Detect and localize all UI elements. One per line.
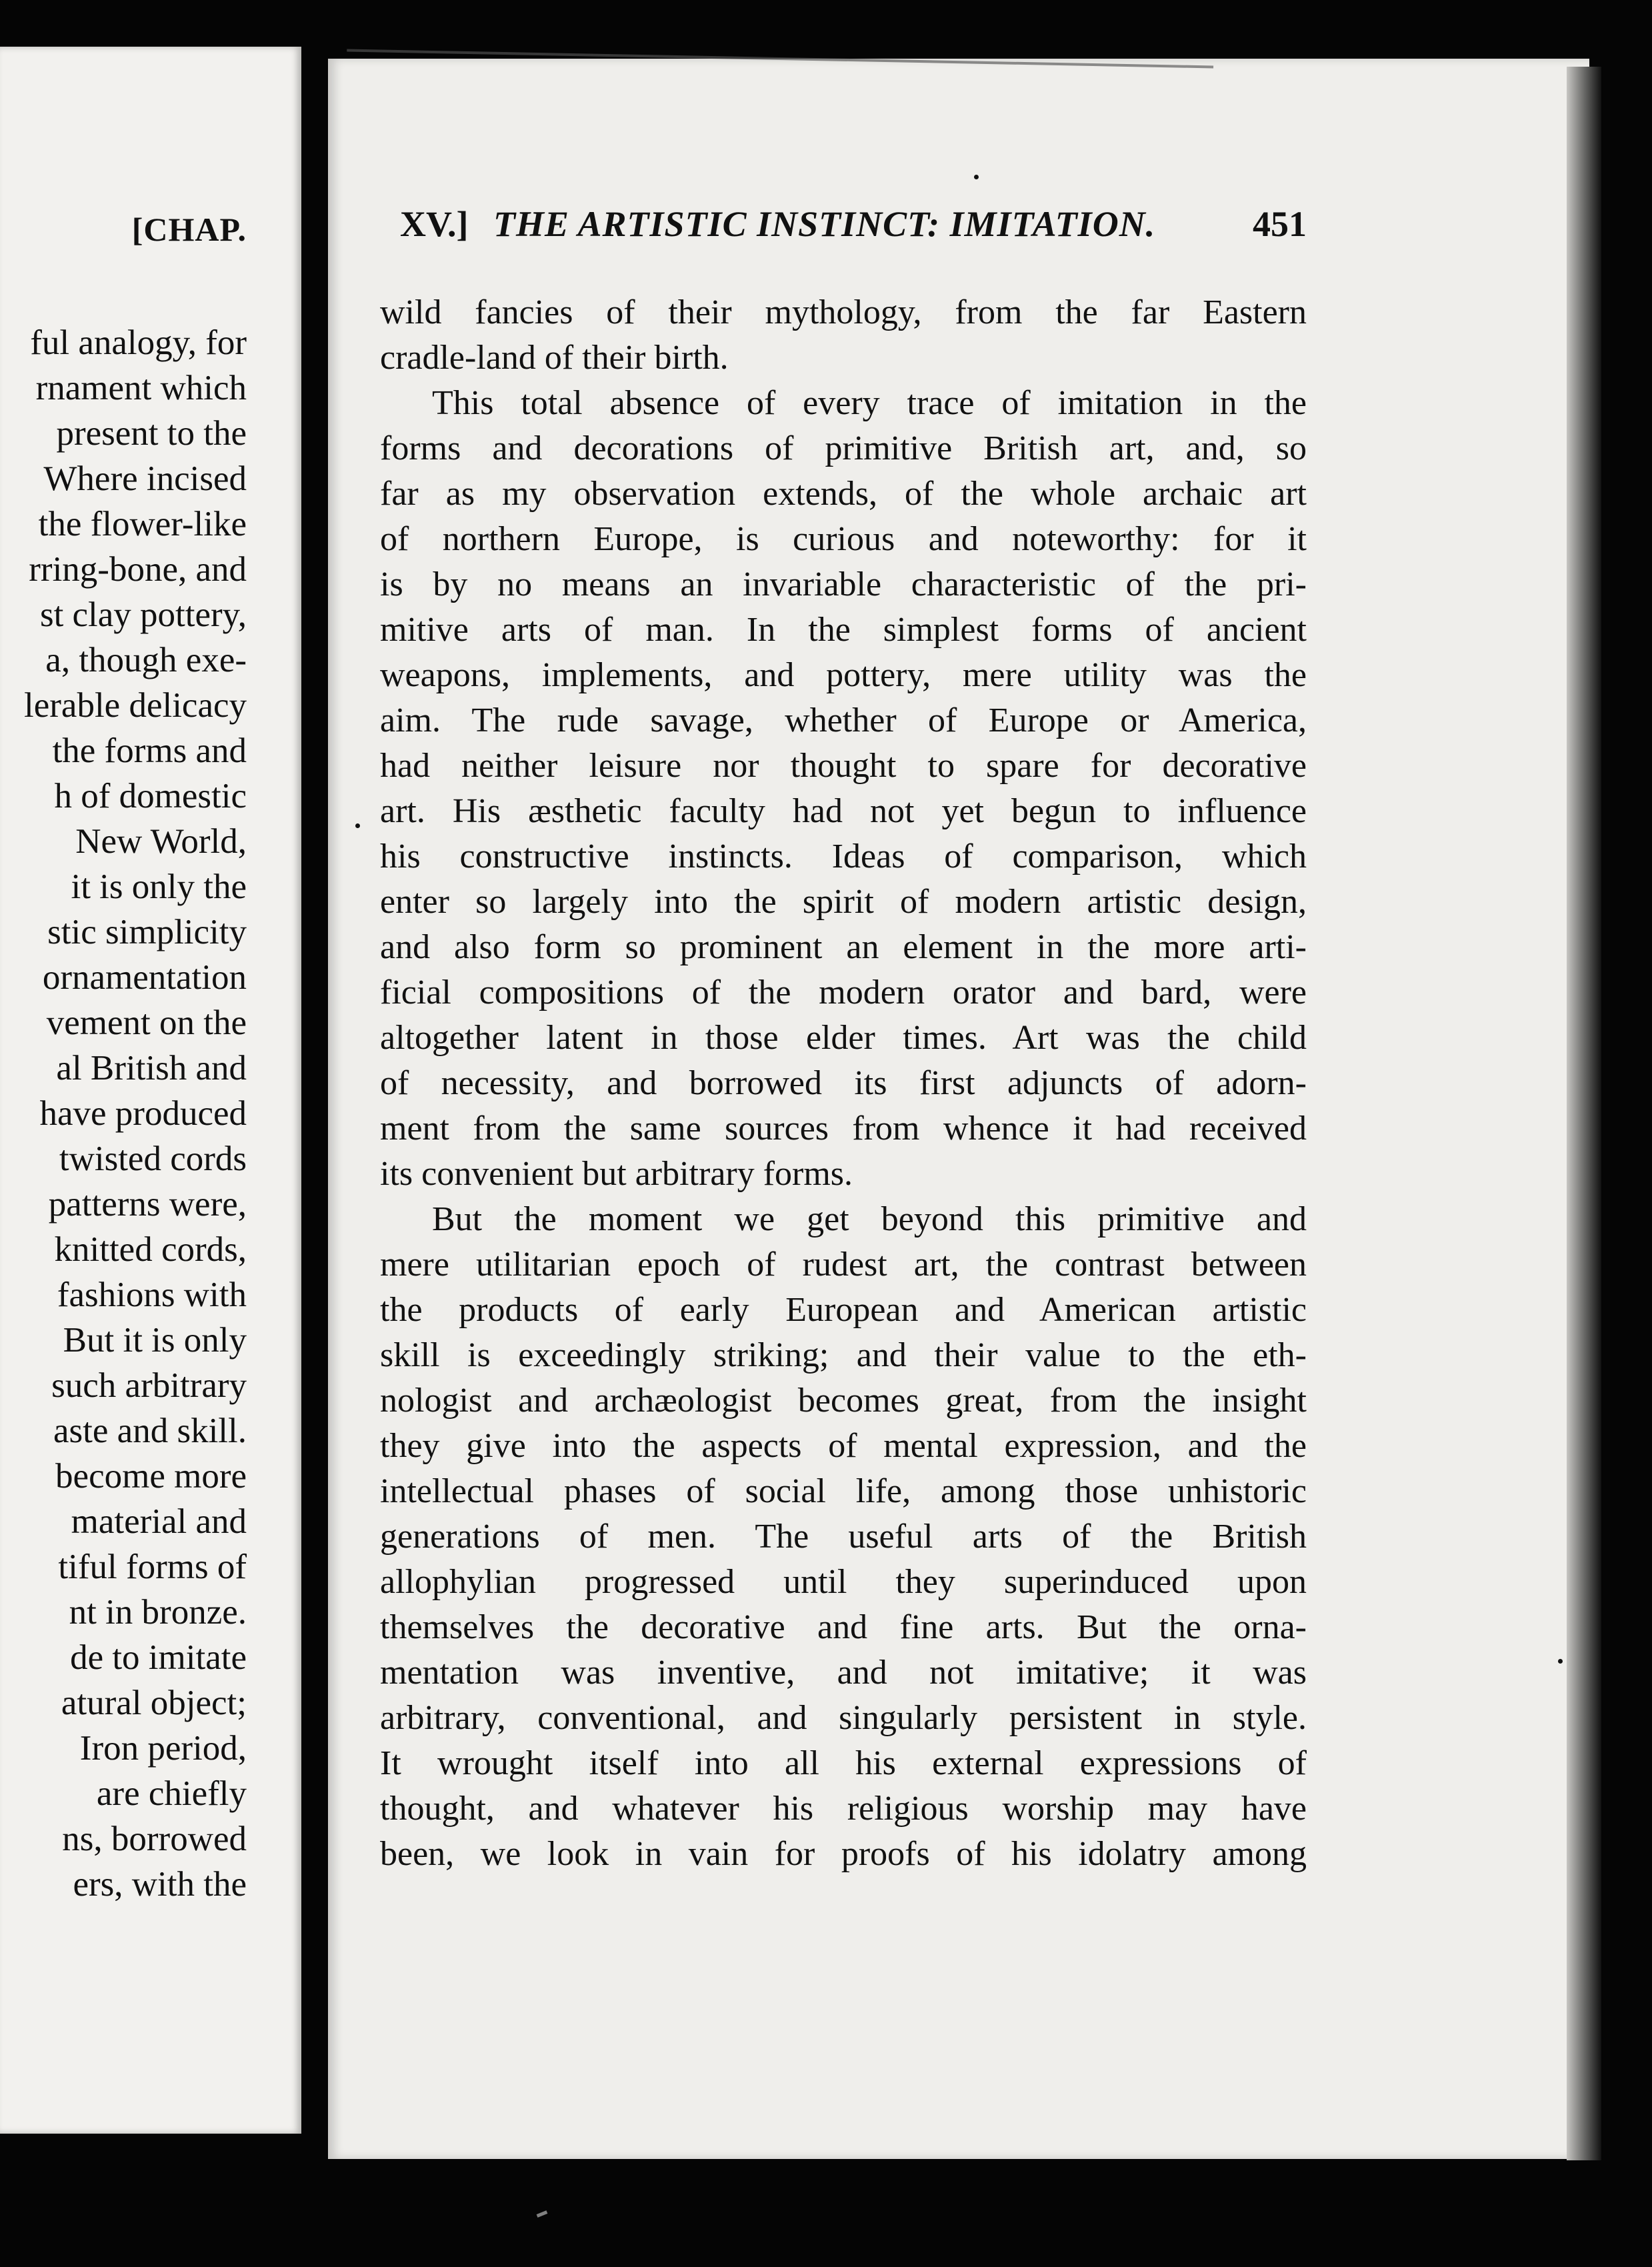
left-page-line: rnament which (35, 369, 247, 407)
left-page-line: atural object; (61, 1684, 247, 1722)
paragraph-start-line: But the moment we get beyond this primitive and (432, 1200, 1307, 1238)
body-line: mentation was inventive, and not imitative; it was (380, 1654, 1307, 1692)
left-facing-page (0, 47, 301, 2134)
body-line: mere utilitarian epoch of rudest art, the contrast between (380, 1246, 1307, 1284)
body-line: It wrought itself into all his external expressions of (380, 1744, 1307, 1782)
body-line: and also form so prominent an element in the more arti- (380, 928, 1307, 966)
body-line: allophylian progressed until they superinduced upon (380, 1563, 1307, 1601)
body-line: ficial compositions of the modern orator and bard, were (380, 973, 1307, 1011)
body-line: arbitrary, conventional, and singularly persistent in style. (380, 1699, 1307, 1737)
body-line: far as my observation extends, of the whole archaic art (380, 475, 1307, 513)
page-number: 451 (1253, 204, 1307, 244)
body-line: of necessity, and borrowed its first adjuncts of adorn- (380, 1064, 1307, 1102)
body-line: had neither leisure nor thought to spare for decorative (380, 747, 1307, 785)
body-line: weapons, implements, and pottery, mere utility was the (380, 656, 1307, 694)
body-line: is by no means an invariable characteristic of the pri- (380, 565, 1307, 603)
left-page-line: st clay pottery, (39, 595, 247, 634)
left-page-line: have produced (39, 1094, 247, 1133)
left-page-line: h of domestic (54, 777, 247, 815)
page-edge-shadow (1567, 67, 1601, 2160)
body-line: wild fancies of their mythology, from the far Eastern (380, 293, 1307, 331)
body-line: nologist and archæologist becomes great, from the insight (380, 1382, 1307, 1420)
left-page-line: ornamentation (42, 958, 247, 997)
left-page-line: stic simplicity (47, 913, 247, 951)
left-page-line: al British and (56, 1049, 247, 1087)
left-page-line: New World, (75, 822, 247, 861)
body-line: been, we look in vain for proofs of his idolatry among (380, 1835, 1307, 1873)
body-line: its convenient but arbitrary forms. (380, 1155, 853, 1193)
body-line: mitive arts of man. In the simplest forms of ancient (380, 611, 1307, 649)
body-line: aim. The rude savage, whether of Europe or America, (380, 701, 1307, 739)
body-line: intellectual phases of social life, among those unhistoric (380, 1472, 1307, 1510)
chapter-number: XV.] (400, 204, 469, 244)
left-page-line: are chiefly (96, 1774, 247, 1813)
body-line: cradle-land of their birth. (380, 339, 729, 377)
body-line: generations of men. The useful arts of the British (380, 1518, 1307, 1556)
left-page-line: fashions with (57, 1276, 247, 1314)
body-line: of northern Europe, is curious and noteworthy: for it (380, 520, 1307, 558)
paragraph-start-line: This total absence of every trace of imitation in the (432, 384, 1307, 422)
left-page-chapter-header: [CHAP. (131, 211, 247, 248)
left-page-line: de to imitate (70, 1638, 247, 1677)
left-page-line: ful analogy, for (30, 323, 247, 362)
left-page-line: ns, borrowed (62, 1820, 247, 1858)
left-page-line: ers, with the (73, 1865, 247, 1904)
left-page-line: present to the (56, 414, 247, 453)
bottom-scan-mark (537, 2210, 548, 2218)
left-page-line: patterns were, (48, 1185, 247, 1224)
left-page-line: Where incised (43, 459, 247, 498)
left-page-line: twisted cords (59, 1140, 247, 1178)
body-line: the products of early European and American artistic (380, 1291, 1307, 1329)
left-page-line: the flower-like (38, 505, 247, 543)
body-line: they give into the aspects of mental expression, and the (380, 1427, 1307, 1465)
left-page-line: material and (71, 1502, 247, 1541)
print-dot-mark (1558, 1659, 1563, 1664)
left-page-line: rring-bone, and (29, 550, 247, 589)
body-line: enter so largely into the spirit of modern artistic design, (380, 883, 1307, 921)
left-page-line: such arbitrary (51, 1366, 247, 1405)
left-page-line: become more (55, 1457, 247, 1496)
left-page-line: tiful forms of (58, 1548, 247, 1586)
left-page-line: the forms and (52, 731, 247, 770)
body-line: forms and decorations of primitive British art, and, so (380, 429, 1307, 467)
body-line: his constructive instincts. Ideas of comparison, which (380, 837, 1307, 875)
left-page-line: a, though exe- (45, 641, 247, 679)
running-title: THE ARTISTIC INSTINCT: IMITATION. (493, 204, 1156, 244)
left-page-line: nt in bronze. (69, 1593, 247, 1632)
left-page-line: knitted cords, (54, 1230, 247, 1269)
main-body-text (380, 290, 1307, 1877)
print-dot-mark (355, 823, 360, 828)
body-line: themselves the decorative and fine arts. But the orna- (380, 1608, 1307, 1646)
left-page-line: it is only the (71, 867, 247, 906)
body-line: ment from the same sources from whence it had received (380, 1109, 1307, 1148)
body-line: altogether latent in those elder times. Art was the child (380, 1019, 1307, 1057)
body-line: art. His æsthetic faculty had not yet begun to influence (380, 792, 1307, 830)
left-page-text-fragments (0, 320, 247, 1907)
body-line: skill is exceedingly striking; and their value to the eth- (380, 1336, 1307, 1374)
left-page-line: aste and skill. (53, 1412, 247, 1450)
print-dot-mark (974, 175, 979, 179)
left-page-line: Iron period, (79, 1729, 247, 1768)
left-page-line: But it is only (63, 1321, 247, 1360)
left-page-line: lerable delicacy (24, 686, 247, 725)
left-page-line: vement on the (46, 1003, 247, 1042)
body-line: thought, and whatever his religious worship may have (380, 1790, 1307, 1828)
